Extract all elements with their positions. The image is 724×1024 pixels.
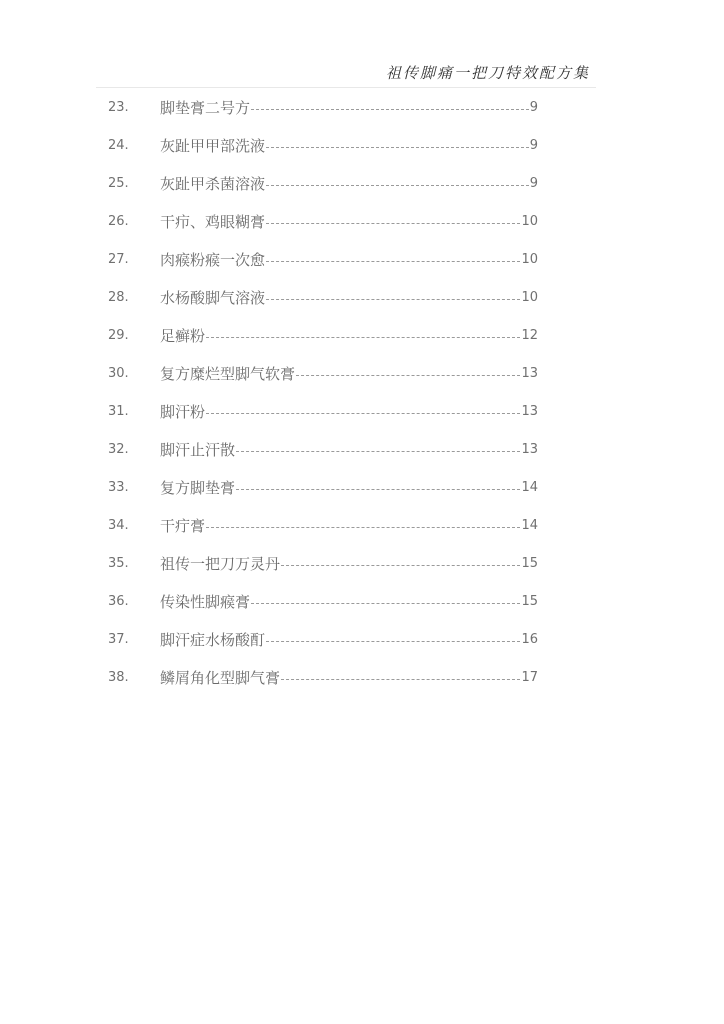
toc-dot-leader [206,526,520,528]
toc-entry-title[interactable]: 复方糜烂型脚气软膏 [160,365,296,383]
toc-entry-number: 29. [108,328,129,343]
toc-entry-title[interactable]: 足癣粉 [160,327,206,345]
toc-dot-leader [296,374,520,376]
toc-entry-number: 23. [108,100,129,115]
toc-entry-number: 31. [108,404,129,419]
toc-entry-page: 13 [521,404,538,419]
toc-entry[interactable] [0,362,724,400]
toc-entry-number: 24. [108,138,129,153]
toc-entry-title[interactable]: 脚汗症水杨酸酊 [160,631,266,649]
toc-entry-page: 9 [529,100,538,115]
page-header-title: 祖传脚痛一把刀特效配方集 [385,64,590,82]
toc-entry-number: 32. [108,442,129,457]
toc-entry-page: 15 [521,556,538,571]
toc-dot-leader [251,602,520,604]
toc-entry-page: 15 [521,594,538,609]
toc-entry-title[interactable]: 传染性脚瘊膏 [160,593,251,611]
toc-entry-line [160,362,538,386]
toc-entry-title[interactable]: 灰趾甲甲部洗液 [160,137,266,155]
toc-entry-title[interactable]: 复方脚垫膏 [160,479,236,497]
toc-dot-leader [266,640,520,642]
toc-entry-number: 25. [108,176,129,191]
toc-entry[interactable] [0,552,724,590]
toc-entry-line [160,400,538,424]
toc-entry[interactable] [0,438,724,476]
toc-entry-page: 16 [521,632,538,647]
toc-entry-title[interactable]: 水杨酸脚气溶液 [160,289,266,307]
toc-entry-title[interactable]: 肉瘊粉瘊一次愈 [160,251,266,269]
toc-entry-title[interactable]: 脚垫膏二号方 [160,99,251,117]
toc-entry[interactable] [0,400,724,438]
toc-entry[interactable] [0,628,724,666]
toc-entry-line [160,666,538,690]
toc-entry-number: 28. [108,290,129,305]
toc-dot-leader [251,108,529,110]
toc-entry[interactable] [0,248,724,286]
toc-dot-leader [206,336,520,338]
toc-entry-title[interactable]: 脚汗止汗散 [160,441,236,459]
toc-entry-line [160,210,538,234]
toc-entry-title[interactable]: 鳞屑角化型脚气膏 [160,669,281,687]
toc-entry-line [160,438,538,462]
toc-entry[interactable] [0,476,724,514]
table-of-contents [0,96,724,704]
toc-entry-line [160,514,538,538]
toc-entry-number: 37. [108,632,129,647]
toc-entry[interactable] [0,96,724,134]
toc-dot-leader [266,260,520,262]
toc-dot-leader [236,488,520,490]
toc-entry-page: 14 [521,518,538,533]
toc-entry-line [160,96,538,120]
toc-entry-title[interactable]: 祖传一把刀万灵丹 [160,555,281,573]
toc-entry-title[interactable]: 灰趾甲杀菌溶液 [160,175,266,193]
toc-dot-leader [281,678,520,680]
toc-dot-leader [266,184,529,186]
toc-entry-line [160,628,538,652]
toc-entry-page: 10 [521,290,538,305]
toc-entry-line [160,172,538,196]
toc-entry-line [160,590,538,614]
toc-entry[interactable] [0,324,724,362]
toc-entry-number: 36. [108,594,129,609]
toc-entry-line [160,476,538,500]
toc-entry-page: 17 [521,670,538,685]
toc-entry[interactable] [0,514,724,552]
toc-entry-page: 9 [529,176,538,191]
toc-dot-leader [206,412,520,414]
toc-dot-leader [266,146,529,148]
toc-dot-leader [266,222,520,224]
toc-entry[interactable] [0,286,724,324]
toc-entry-number: 38. [108,670,129,685]
toc-entry-title[interactable]: 脚汗粉 [160,403,206,421]
toc-entry-number: 35. [108,556,129,571]
toc-entry-line [160,134,538,158]
toc-entry-page: 10 [521,214,538,229]
toc-dot-leader [281,564,520,566]
toc-entry-page: 12 [521,328,538,343]
toc-entry[interactable] [0,210,724,248]
toc-entry-page: 9 [529,138,538,153]
toc-entry-line [160,248,538,272]
toc-entry-title[interactable]: 干疖、鸡眼糊膏 [160,213,266,231]
toc-entry-number: 26. [108,214,129,229]
toc-entry-title[interactable]: 干疔膏 [160,517,206,535]
toc-entry-line [160,324,538,348]
toc-entry-page: 13 [521,442,538,457]
toc-dot-leader [236,450,520,452]
toc-entry[interactable] [0,590,724,628]
toc-entry-page: 10 [521,252,538,267]
toc-entry-page: 13 [521,366,538,381]
toc-entry-number: 27. [108,252,129,267]
toc-entry-number: 30. [108,366,129,381]
toc-entry-line [160,286,538,310]
toc-entry-number: 34. [108,518,129,533]
toc-entry[interactable] [0,172,724,210]
toc-entry[interactable] [0,134,724,172]
toc-entry-number: 33. [108,480,129,495]
toc-entry-page: 14 [521,480,538,495]
toc-entry[interactable] [0,666,724,704]
toc-entry-line [160,552,538,576]
header-divider [96,87,596,88]
toc-dot-leader [266,298,520,300]
